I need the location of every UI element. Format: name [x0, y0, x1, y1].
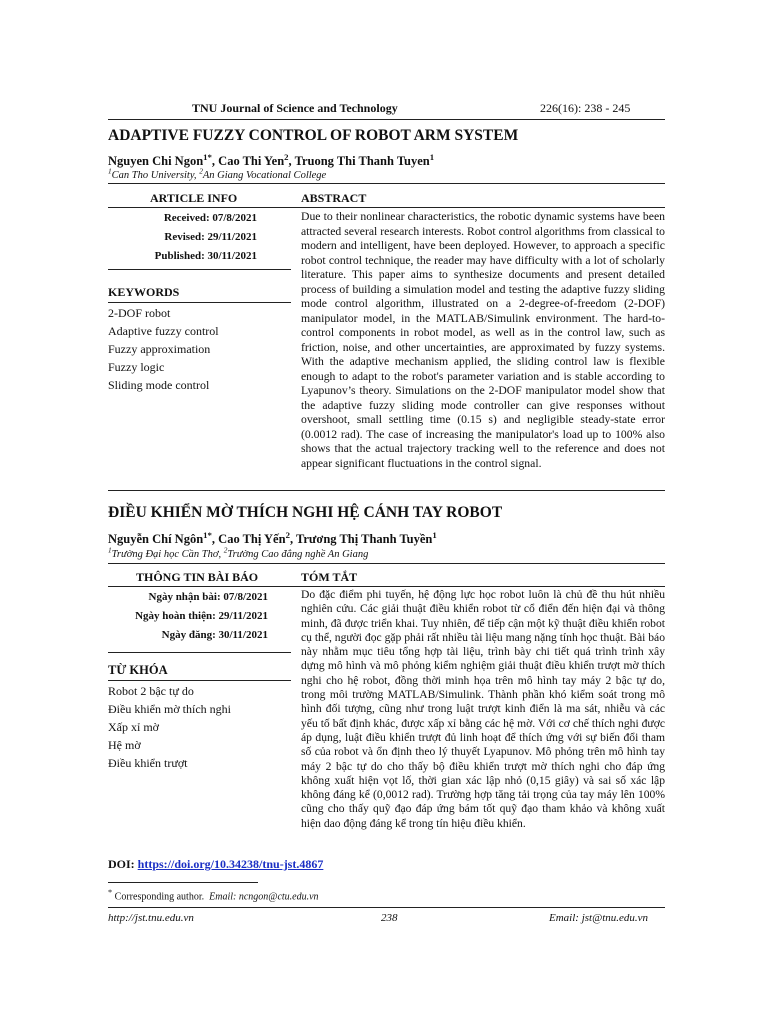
keywords-list-vi: [108, 684, 291, 774]
keywords-rule-vi: [108, 680, 291, 681]
info-top-rule-vi: [108, 563, 665, 564]
keyword-item: 2-DOF robot: [108, 306, 171, 320]
keyword-item: Fuzzy approximation: [108, 342, 211, 356]
doi-label: DOI:: [108, 857, 135, 871]
doi-line: [108, 857, 323, 872]
dates-rule-vi: [108, 652, 291, 653]
abstract-en: Due to their nonlinear characteristics, the robotic dynamic systems have been attracted several research interests. Robot control algorithms from classical to modern and intelligent, have been deployed. However, to approach a specific robot control technique, the reader may have difficulty with a lot of scholarly literature. This paper aims to synthesize documents and present detailed process of building a simulation model and testing the adaptive fuzzy sliding mode control algorithm, illustrated on a 2-degree-of-freedom (2-DOF) manipulator model, in the MATLAB/Simulink environment. The hard-to-control components in robot model, as well as in the control law, such as friction, noise, and other uncertainties, are approximated by fuzzy systems. With the adaptive mechanism applied, the sliding control law is flexible enough to adapt to the robot's parameter variation and is stable according to Lyapunov’s theory. Simulations on the 2-DOF manipulator model show that the adaptive fuzzy sliding mode controller can give responses without overshoot, small settling time (0.15 s) and negligible steady-state error (0.0012 rad). The case of increasing the manipulator's load up to 100% also shows that the actual trajectory tracking well to the reference and does not appear significant fluctuations in the control signal.: [301, 210, 665, 470]
page-number: 238: [381, 912, 398, 924]
section-divider: [108, 490, 665, 491]
abstract-heading-vi: TÓM TẮT: [301, 570, 358, 584]
doi-link[interactable]: https://doi.org/10.34238/tnu-jst.4867: [137, 857, 324, 871]
keyword-item: Adaptive fuzzy control: [108, 324, 219, 338]
abstract-heading-en: ABSTRACT: [301, 191, 367, 205]
footer-email: Email: jst@tnu.edu.vn: [549, 912, 649, 924]
dates-rule-en: [108, 269, 291, 270]
received-date: Received: 07/8/2021: [163, 212, 257, 224]
keyword-item: Sliding mode control: [108, 378, 210, 392]
footnote-text: Corresponding author.: [114, 891, 205, 903]
abstract-vi: Do đặc điểm phi tuyến, hệ động lực học robot luôn là chủ đề thu hút nhiều nghiên cứu. Các giải thuật điều khiển robot từ cổ điển đến hiện đại và thông minh, đã được triển khai. Tuy nhiên, để tiếp cận một kỹ thuật điều khiển robot cụ thể, người đọc gặp phải rất nhiều tài liệu mang nặng tính học thuật. Bài báo này nhằm mục tiêu tổng hợp tài liệu, trình bày chi tiết quá trình trình xây dựng mô hình và mô phỏng kiểm nghiệm giải thuật điều khiển trượt mờ thích nghi cho hệ robot, đồng thời minh họa trên mô hình tay máy 2 bậc tự do, trong môi trường MATLAB/Simulink. Thành phần khó kiểm soát trong mô hình đối tượng, cũng như trong luật trượt kinh điển là ma sát, nhiễu và các yếu tố bất định khác, được xấp xỉ bằng các hệ mờ. Với cơ chế thích nghi được áp dụng, luật điều khiển trượt đủ linh hoạt để thích ứng với sự biến đổi tham số của robot và ổn định theo lý thuyết Lyapunov. Mô phỏng trên mô hình tay máy 2 bậc tự do cho thấy bộ điều khiển trượt mờ thích nghi cho đáp ứng không xuất hiện vọt lố, thời gian xác lập nhỏ (0,15 giây) và sai số xác lập không đáng kể (0,0012 rad). Trường hợp tăng tải trọng của tay máy lên 100% cũng cho thấy quỹ đạo đáp ứng bám tốt quỹ đạo tham khảo và không xuất hiện dao động đáng kể trong tín hiệu điều khiển.: [301, 588, 665, 830]
keyword-item: Điều khiển trượt: [108, 756, 188, 770]
keywords-rule-en: [108, 302, 291, 303]
article-info-heading-vi: THÔNG TIN BÀI BÁO: [136, 570, 259, 584]
keyword-item: Hệ mờ: [108, 738, 141, 752]
footnote: [108, 888, 319, 902]
paper-title-vi: ĐIỀU KHIỂN MỜ THÍCH NGHI HỆ CÁNH TAY ROBOT: [108, 504, 503, 521]
published-date: Published: 30/11/2021: [154, 250, 257, 262]
received-date-vi: Ngày nhận bài: 07/8/2021: [148, 591, 268, 603]
keyword-item: Robot 2 bậc tự do: [108, 684, 194, 698]
footer-rule: [108, 907, 665, 908]
keywords-heading-vi: TỪ KHÓA: [108, 663, 168, 677]
keyword-item: Xấp xỉ mờ: [108, 720, 160, 734]
footnote-rule: [108, 882, 258, 883]
journal-name: TNU Journal of Science and Technology: [192, 101, 398, 115]
affiliations-text-vi: $^1$Trường Đại học Cần Thơ, $^2$Trường Cao đẳng nghề An Giang: [108, 545, 369, 560]
authors-text-en: Nguyen Chi Ngon$^{1*}$, Cao Thi Yen$^2$, Truong Thi Thanh Tuyen$^1$: [108, 152, 435, 169]
info-header-rule: [108, 207, 665, 208]
keyword-item: Điều khiển mờ thích nghi: [108, 702, 231, 716]
published-date-vi: Ngày đăng: 30/11/2021: [161, 629, 268, 641]
article-info-heading-en: ARTICLE INFO: [150, 191, 238, 205]
revised-date: Revised: 29/11/2021: [164, 231, 257, 243]
info-header-rule-vi: [108, 586, 665, 587]
footer-url[interactable]: http://jst.tnu.edu.vn: [108, 912, 194, 924]
affiliations-en: [108, 166, 326, 181]
keyword-item: Fuzzy logic: [108, 360, 165, 374]
info-top-rule: [108, 183, 665, 184]
footnote-mark: *: [108, 888, 113, 897]
affiliations-vi: [108, 545, 368, 560]
article-dates-en: [108, 212, 257, 269]
authors-text-vi: Nguyễn Chí Ngôn$^{1*}$, Cao Thị Yến$^2$, Trương Thị Thanh Tuyền$^1$: [108, 530, 437, 547]
article-dates-vi: [108, 591, 268, 648]
keywords-heading-en: KEYWORDS: [108, 285, 180, 299]
issue-pages: 226(16): 238 - 245: [540, 101, 631, 115]
keywords-list-en: [108, 306, 291, 396]
affiliations-text-en: $^1$Can Tho University, $^2$An Giang Vocational College: [108, 166, 327, 181]
revised-date-vi: Ngày hoàn thiện: 29/11/2021: [135, 610, 268, 622]
footnote-email: Email: ncngon@ctu.edu.vn: [209, 891, 319, 903]
paper-title-en: ADAPTIVE FUZZY CONTROL OF ROBOT ARM SYSTEM: [108, 127, 519, 144]
header-rule: [108, 119, 665, 120]
